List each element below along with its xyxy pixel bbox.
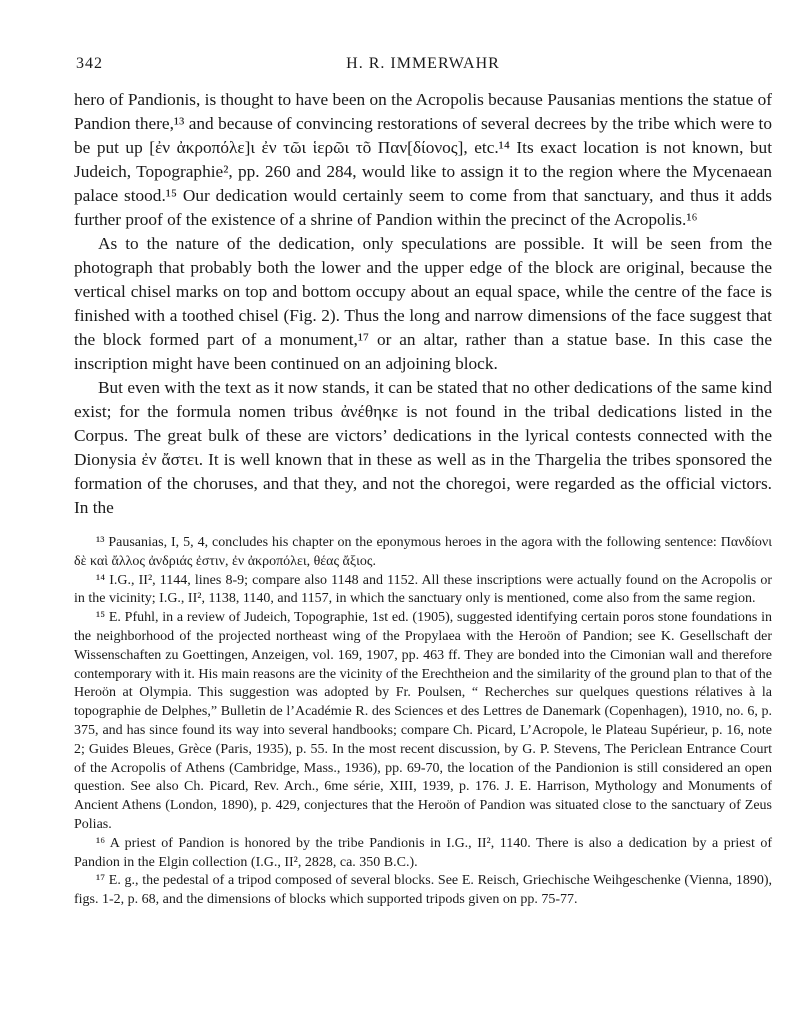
paragraph: But even with the text as it now stands, it can be stated that no other dedications of the same kind exist; for the formula nomen tribus ἀνέθηκε is not found in the tribal dedications listed in the Corpus. The great bulk of these are victors’ dedications in the lyrical contests connected with the Dionysia ἐν ἄστει. It is well known that in these as well as in the Thargelia the tribes sponsored the formation of the choruses, and that they, and not the choregoi, were regarded as the official victors. In the	[74, 378, 772, 517]
footnote-14: ¹⁴ I.G., II², 1144, lines 8-9; compare also 1148 and 1152. All these inscriptions were actually found on the Acropolis or in the vicinity; I.G., II², 1138, 1140, and 1157, in which the sanctuary only is mentioned, come also from the same region.	[74, 572, 772, 607]
page-number: 342	[76, 55, 103, 72]
paragraph: As to the nature of the dedication, only speculations are possible. It will be seen from the photograph that probably both the lower and the upper edge of the block are original, because the vertical chisel marks on top and bottom occupy about an equal space, while the centre of the face is finished with a toothed chisel (Fig. 2). Thus the long and narrow dimensions of the face suggest that the block formed part of a monument,¹⁷ or an altar, rather than a statue base. In this case the inscription might have been continued on an adjoining block.	[74, 234, 772, 373]
page	[74, 46, 772, 910]
paragraph: hero of Pandionis, is thought to have been on the Acropolis because Pausanias mentions the statue of Pandion there,¹³ and because of convincing restorations of several decrees by the tribe which were to be put up [ἐν ἀκροπόλε]ι ἐν τῶι ἱερῶι τõ Παν[δίονος], etc.¹⁴ Its exact location is not known, but Judeich, Topographie², pp. 260 and 284, would like to assign it to the region where the Mycenaean palace stood.¹⁵ Our dedication would certainly seem to come from that sanctuary, and thus it adds further proof of the existence of a shrine of Pandion within the precinct of the Acropolis.¹⁶	[74, 90, 772, 229]
running-title: H. R. IMMERWAHR	[346, 55, 500, 72]
footnote-16: ¹⁶ A priest of Pandion is honored by the tribe Pandionis in I.G., II², 1140. There is also a dedication by a priest of Pandion in the Elgin collection (I.G., II², 2828, ca. 350 B.C.).	[74, 835, 772, 870]
footnote-17: ¹⁷ E. g., the pedestal of a tripod composed of several blocks. See E. Reisch, Griechische Weihgeschenke (Vienna, 1890), figs. 1-2, p. 68, and the dimensions of blocks which supported tripods given on pp. 75-77.	[74, 873, 772, 908]
footnotes	[74, 534, 772, 910]
footnote-13: ¹³ Pausanias, I, 5, 4, concludes his chapter on the eponymous heroes in the agora with the following sentence: Πανδίονι δὲ καὶ ἄλλος ἀνδριάς ἐστιν, ἐν ἀκροπόλει, θέας ἄξιος.	[74, 535, 772, 569]
footnote-15: ¹⁵ E. Pfuhl, in a review of Judeich, Topographie, 1st ed. (1905), suggested identifying certain poros stone foundations in the neighborhood of the projected northeast wing of the Propylaea with the Heroön of Pandion; see K. Gesellschaft der Wissenschaften zu Goettingen, Anzeigen, vol. 169, 1907, pp. 463 ff. They are bonded into the Cimonian wall and therefore contemporary with it. His main reasons are the vicinity of the Erechtheion and the similarity of the ground plan to that of the Heroön at Olympia. This suggestion was adopted by Fr. Poulsen, “ Recherches sur quelques questions rélatives à la topographie de Delphes,” Bulletin de l’Académie R. des Sciences et des Lettres de Danemark (Copenhagen), 1910, no. 6, p. 375, and has since found its way into several handbooks; compare Ch. Picard, L’Acropole, le Plateau Supérieur, p. 16, note 2; Guides Bleues, Grèce (Paris, 1935), p. 55. In the most recent discussion, by G. P. Stevens, The Periclean Entrance Court of the Acropolis of Athens (Cambridge, Mass., 1936), pp. 69-70, the location of the Pandionion is still considered an open question. See also Ch. Picard, Rev. Arch., 6me série, XIII, 1939, p. 176. J. E. Harrison, Mythology and Monuments of Ancient Athens (London, 1890), p. 429, conjectures that the Heroön of Pandion was situated close to the sanctuary of Zeus Polias.	[74, 610, 772, 832]
main-text	[74, 88, 772, 520]
page-header	[74, 46, 772, 74]
